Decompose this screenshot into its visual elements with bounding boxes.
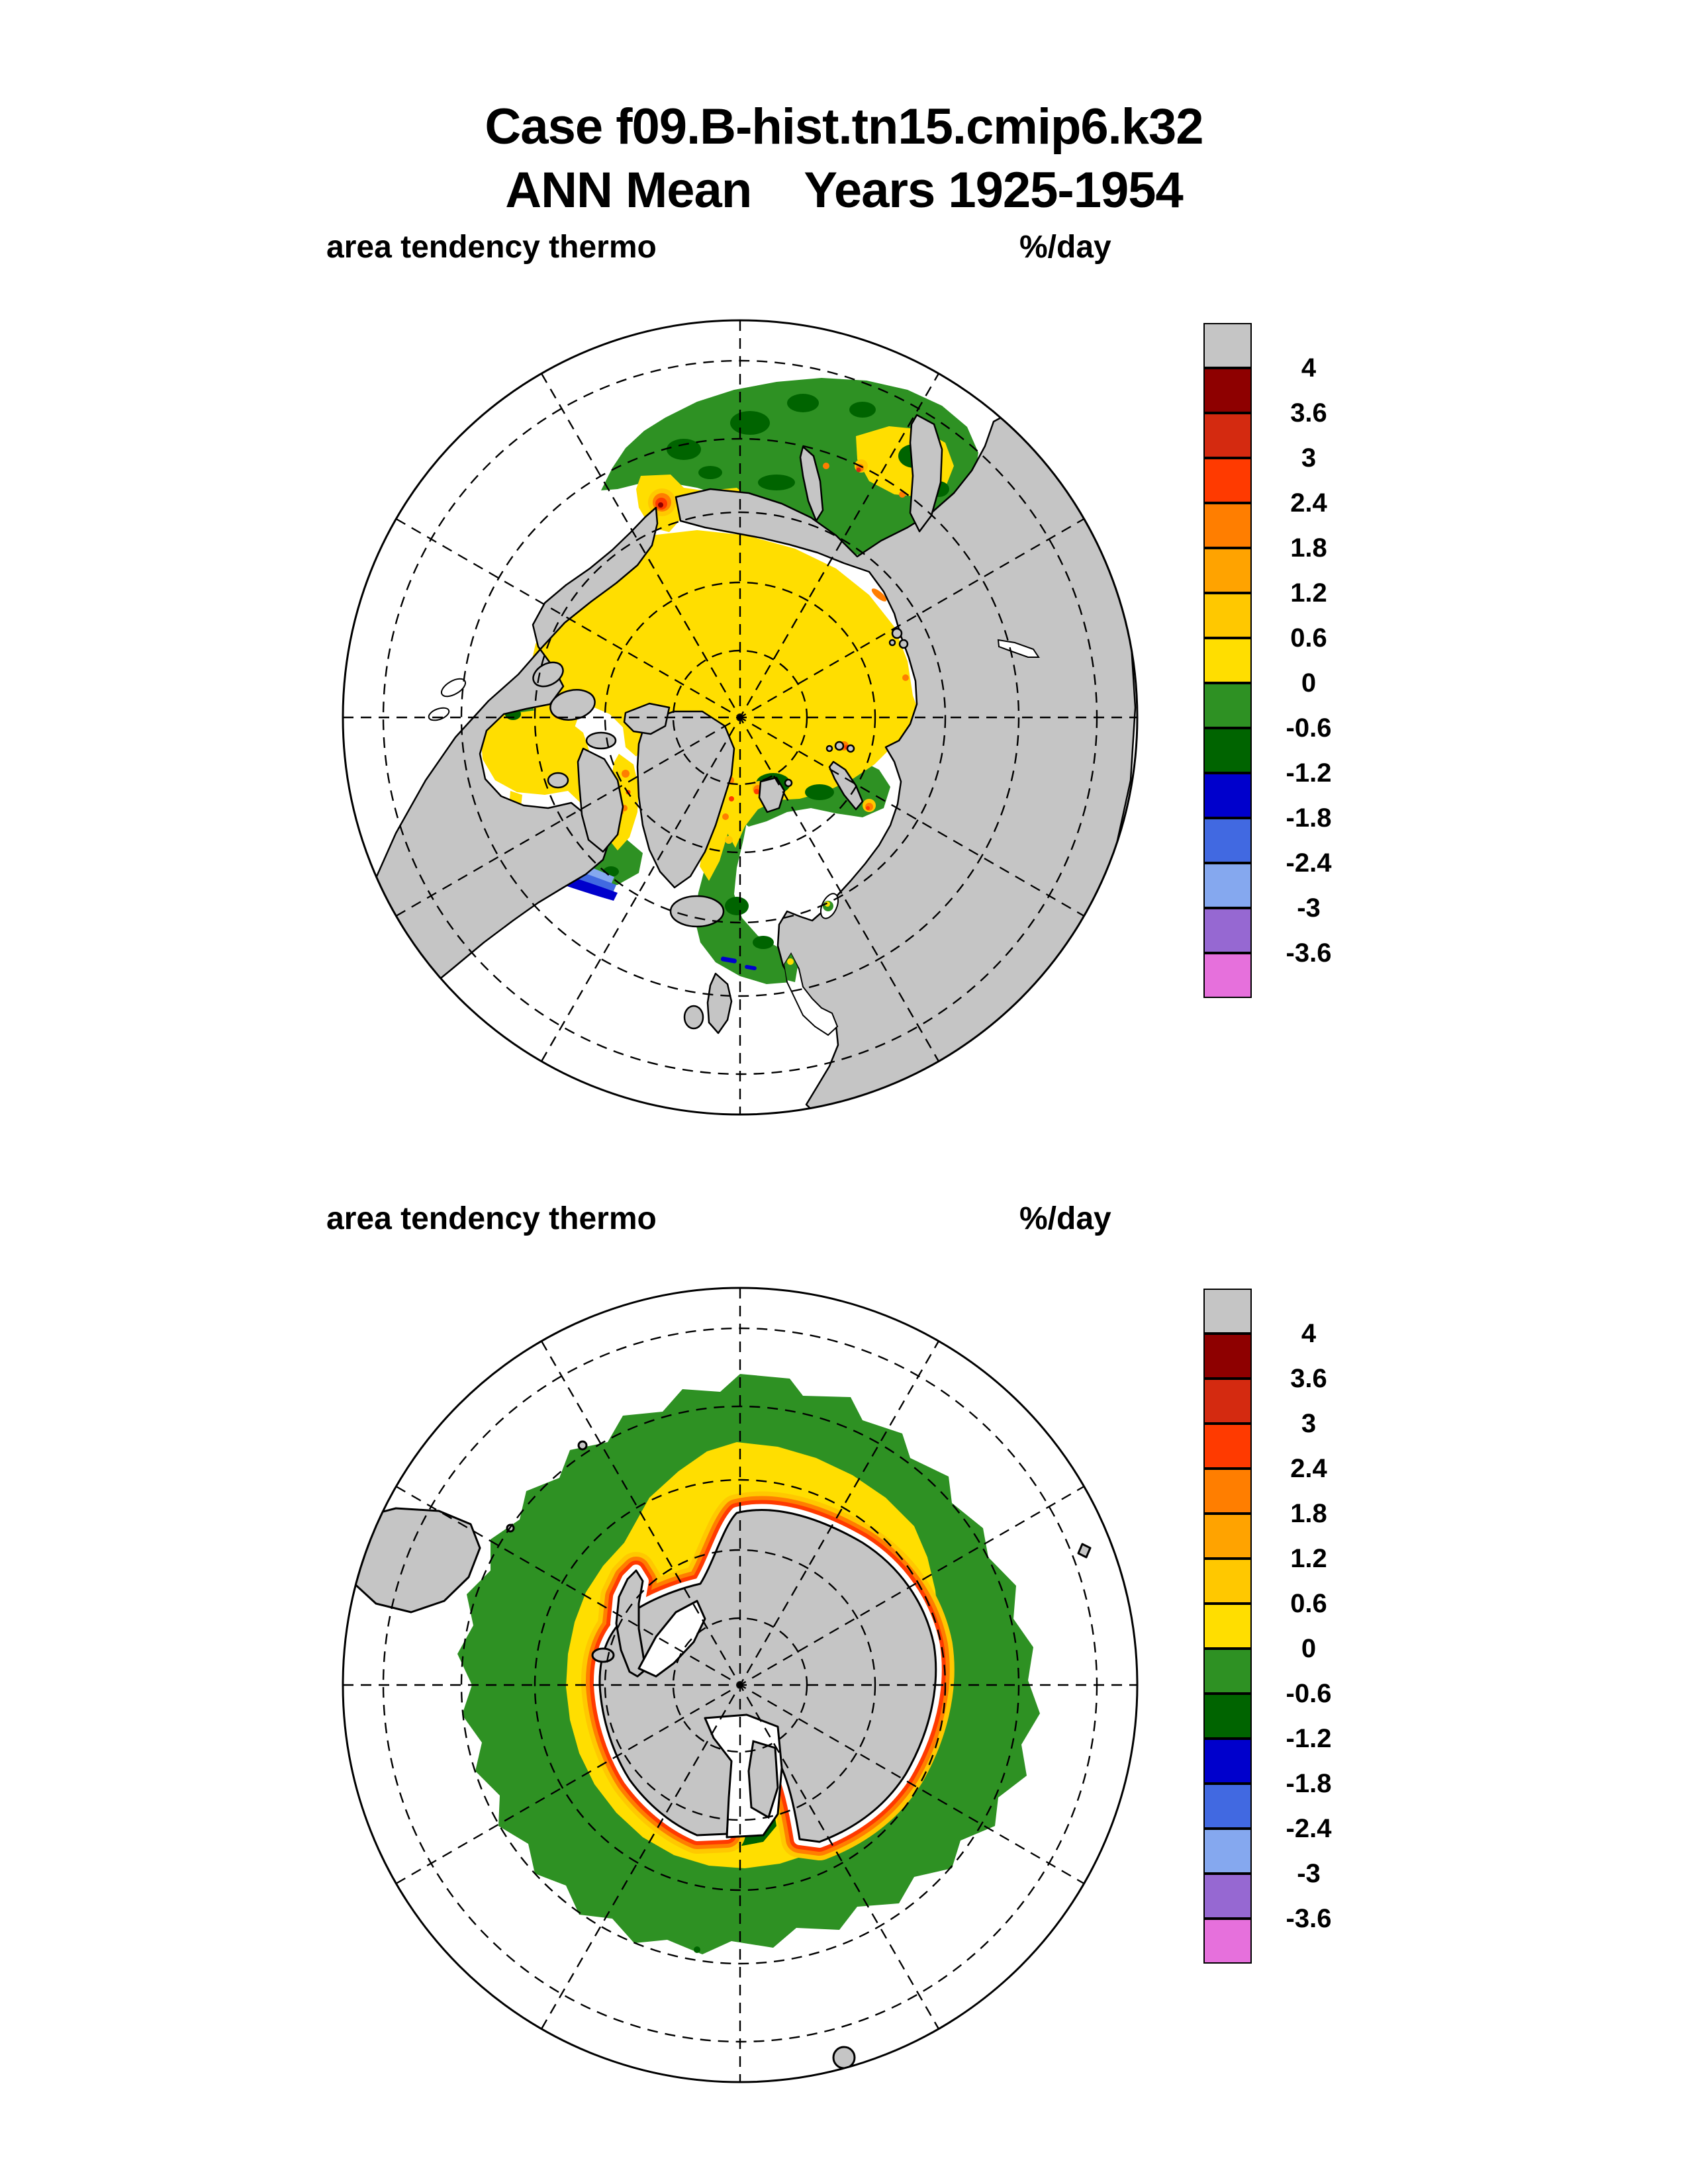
colorbar-segment (1203, 1424, 1252, 1469)
colorbar-segment (1203, 638, 1252, 683)
colorbar-segment (1203, 1379, 1252, 1424)
colorbar-tick-label: 1.2 (1290, 578, 1327, 608)
colorbar-tick-label: 0 (1301, 668, 1317, 698)
colorbar-segment (1203, 1334, 1252, 1379)
colorbar-segment (1203, 1784, 1252, 1829)
colorbar-tick-label: 2.4 (1290, 488, 1327, 518)
map-south-polar (340, 1285, 1141, 2085)
colorbar-segment (1203, 323, 1252, 368)
colorbar-tick-label: -3.6 (1286, 1904, 1332, 1933)
colorbar-segment (1203, 1604, 1252, 1649)
colorbar-tick-label: -3 (1297, 1859, 1321, 1888)
colorbar-segment (1203, 683, 1252, 728)
colorbar-segment (1203, 1739, 1252, 1784)
colorbar-segment (1203, 908, 1252, 953)
colorbar-tick-label: -1.2 (1286, 1724, 1332, 1753)
colorbar-tick-label: -1.8 (1286, 803, 1332, 833)
variable-label-north: area tendency thermo (326, 230, 657, 265)
colorbar-tick-label: -3 (1297, 893, 1321, 923)
colorbar-tick-label: 4 (1301, 1319, 1317, 1348)
page-title-line2: ANN Mean Years 1925-1954 (505, 162, 1183, 218)
colorbar-segment (1203, 1829, 1252, 1874)
colorbar-segment (1203, 1469, 1252, 1514)
colorbar-tick-label: 2.4 (1290, 1454, 1327, 1483)
colorbar-tick-label: 3 (1301, 443, 1317, 473)
colorbar-tick-label: 3.6 (1290, 1364, 1327, 1393)
colorbar-tick-label: -0.6 (1286, 713, 1332, 743)
colorbar-tick-label: -2.4 (1286, 1814, 1332, 1843)
colorbar-segment (1203, 1874, 1252, 1919)
colorbar-segment (1203, 503, 1252, 548)
colorbar-tick-label: 0.6 (1290, 623, 1327, 653)
colorbar-segment (1203, 413, 1252, 458)
colorbar-north (1203, 323, 1376, 1005)
colorbar-tick-label: -2.4 (1286, 848, 1332, 878)
colorbar-segment (1203, 863, 1252, 908)
colorbar-tick-label: 3.6 (1290, 398, 1327, 428)
colorbar-tick-label: -3.6 (1286, 938, 1332, 968)
colorbar-tick-label: -0.6 (1286, 1679, 1332, 1708)
page-title-line1: Case f09.B-hist.tn15.cmip6.k32 (485, 99, 1203, 155)
variable-label-south: area tendency thermo (326, 1201, 657, 1236)
colorbar-segment (1203, 728, 1252, 773)
colorbar-tick-label: -1.8 (1286, 1769, 1332, 1798)
colorbar-tick-label: 0 (1301, 1634, 1317, 1663)
units-label-south: %/day (1019, 1201, 1111, 1236)
colorbar-tick-label: 1.8 (1290, 533, 1327, 563)
antarctica-group (592, 1510, 936, 1842)
colorbar-segment (1203, 548, 1252, 593)
colorbar-segment (1203, 818, 1252, 863)
colorbar-segment (1203, 1919, 1252, 1964)
colorbar-segment (1203, 773, 1252, 818)
units-label-north: %/day (1019, 230, 1111, 265)
colorbar-tick-label: 3 (1301, 1409, 1317, 1438)
colorbar-segment (1203, 593, 1252, 638)
map-north-polar (340, 317, 1141, 1118)
colorbar-tick-label: -1.2 (1286, 758, 1332, 788)
colorbar-segment (1203, 368, 1252, 413)
colorbar-segment (1203, 1514, 1252, 1559)
colorbar-segment (1203, 1289, 1252, 1334)
colorbar-segment (1203, 458, 1252, 503)
colorbar-tick-label: 1.2 (1290, 1544, 1327, 1573)
colorbar-segment (1203, 953, 1252, 998)
colorbar-segment (1203, 1559, 1252, 1604)
colorbar-segment (1203, 1649, 1252, 1694)
colorbar-tick-label: 1.8 (1290, 1499, 1327, 1528)
colorbar-tick-label: 0.6 (1290, 1589, 1327, 1618)
colorbar-tick-label: 4 (1301, 353, 1317, 383)
colorbar-south (1203, 1289, 1376, 1970)
colorbar-segment (1203, 1694, 1252, 1739)
